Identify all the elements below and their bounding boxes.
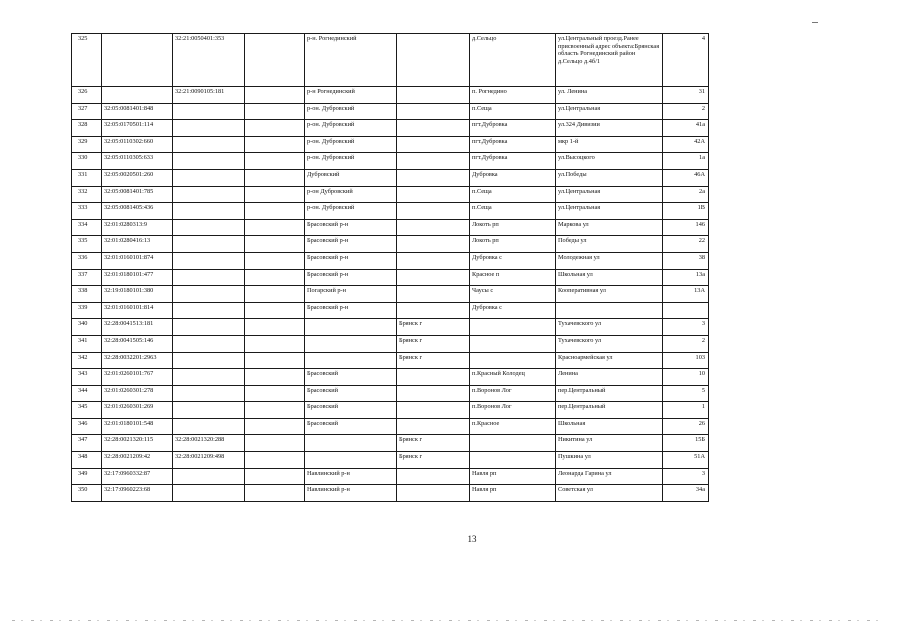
- cell-related-cadastral-number: [173, 169, 245, 186]
- registry-table-body: [72, 34, 709, 502]
- cell-settlement: Дубровка с: [470, 302, 556, 319]
- cell-cadastral-number: 32:01:0180101:548: [102, 418, 173, 435]
- cell-cadastral-number: 32:01:0260301:269: [102, 402, 173, 419]
- cell-related-cadastral-number: 32:21:0090105:181: [173, 87, 245, 104]
- table-row: [72, 418, 709, 435]
- cell-cadastral-number: 32:01:0180101:477: [102, 269, 173, 286]
- cell-empty-column: [245, 369, 305, 386]
- cell-row-number: 329: [72, 136, 102, 153]
- table-row: [72, 335, 709, 352]
- cell-street: Советская ул: [556, 485, 663, 502]
- cell-settlement: п. Рогнедино: [470, 87, 556, 104]
- cell-house-number: 46А: [663, 169, 709, 186]
- cell-street: [556, 302, 663, 319]
- cell-district: Брасовский р-н: [305, 269, 397, 286]
- cell-city: [397, 485, 470, 502]
- cell-settlement: п.Красное: [470, 418, 556, 435]
- cell-city: [397, 34, 470, 87]
- cell-settlement: д.Сельцо: [470, 34, 556, 87]
- cell-settlement: Дубровка: [470, 169, 556, 186]
- cell-district: Брасовский: [305, 418, 397, 435]
- table-row: [72, 452, 709, 469]
- table-row: [72, 203, 709, 220]
- cell-street: Никитина ул: [556, 435, 663, 452]
- cell-empty-column: [245, 236, 305, 253]
- table-row: [72, 302, 709, 319]
- cell-house-number: 31: [663, 87, 709, 104]
- cell-district: [305, 435, 397, 452]
- cell-empty-column: [245, 186, 305, 203]
- cell-city: [397, 252, 470, 269]
- cell-row-number: 328: [72, 120, 102, 137]
- cell-cadastral-number: 32:05:0110305:633: [102, 153, 173, 170]
- cell-cadastral-number: 32:05:0110302:660: [102, 136, 173, 153]
- cell-district: Брасовский р-н: [305, 302, 397, 319]
- cell-house-number: 2: [663, 103, 709, 120]
- cell-empty-column: [245, 319, 305, 336]
- cell-settlement: Навля рп: [470, 468, 556, 485]
- cell-settlement: [470, 352, 556, 369]
- cell-city: Брянск г: [397, 352, 470, 369]
- cell-house-number: 3: [663, 319, 709, 336]
- cell-house-number: 42А: [663, 136, 709, 153]
- cell-empty-column: [245, 203, 305, 220]
- cell-empty-column: [245, 252, 305, 269]
- cell-empty-column: [245, 452, 305, 469]
- cell-cadastral-number: 32:05:0020501:260: [102, 169, 173, 186]
- cell-settlement: [470, 319, 556, 336]
- cell-house-number: 2: [663, 335, 709, 352]
- table-row: [72, 120, 709, 137]
- cell-related-cadastral-number: [173, 485, 245, 502]
- table-row: [72, 402, 709, 419]
- scan-noise-line: [12, 620, 882, 621]
- cell-street: ул.Высоцкого: [556, 153, 663, 170]
- cell-cadastral-number: 32:01:0260101:767: [102, 369, 173, 386]
- cell-settlement: Чаусы с: [470, 286, 556, 303]
- cell-street: Ленина: [556, 369, 663, 386]
- cell-empty-column: [245, 136, 305, 153]
- cell-city: [397, 186, 470, 203]
- cell-settlement: Красное п: [470, 269, 556, 286]
- cell-city: [397, 120, 470, 137]
- cell-city: [397, 136, 470, 153]
- cell-city: [397, 269, 470, 286]
- cell-district: Брасовский р-н: [305, 219, 397, 236]
- cell-district: [305, 452, 397, 469]
- cell-settlement: Дубровка с: [470, 252, 556, 269]
- cell-row-number: 343: [72, 369, 102, 386]
- cell-district: Брасовский р-н: [305, 252, 397, 269]
- cell-empty-column: [245, 169, 305, 186]
- cell-related-cadastral-number: [173, 385, 245, 402]
- cell-empty-column: [245, 385, 305, 402]
- cell-empty-column: [245, 34, 305, 87]
- cell-cadastral-number: 32:01:0280416:13: [102, 236, 173, 253]
- cell-house-number: 38: [663, 252, 709, 269]
- table-row: [72, 34, 709, 87]
- cell-city: [397, 286, 470, 303]
- cell-cadastral-number: 32:05:0170501:114: [102, 120, 173, 137]
- table-row: [72, 468, 709, 485]
- cell-related-cadastral-number: [173, 252, 245, 269]
- cell-street: ул.Центральная: [556, 103, 663, 120]
- table-row: [72, 352, 709, 369]
- cell-related-cadastral-number: [173, 302, 245, 319]
- cell-related-cadastral-number: [173, 269, 245, 286]
- cell-house-number: 103: [663, 352, 709, 369]
- cell-cadastral-number: [102, 34, 173, 87]
- cell-city: Брянск г: [397, 435, 470, 452]
- cell-row-number: 337: [72, 269, 102, 286]
- cell-related-cadastral-number: [173, 236, 245, 253]
- cell-related-cadastral-number: [173, 136, 245, 153]
- cell-house-number: 146: [663, 219, 709, 236]
- cell-street: Леонарда Гарина ул: [556, 468, 663, 485]
- cell-row-number: 339: [72, 302, 102, 319]
- cell-settlement: [470, 435, 556, 452]
- cell-house-number: 10: [663, 369, 709, 386]
- cell-related-cadastral-number: [173, 402, 245, 419]
- cell-related-cadastral-number: [173, 103, 245, 120]
- cell-row-number: 338: [72, 286, 102, 303]
- cell-house-number: 51А: [663, 452, 709, 469]
- cell-row-number: 326: [72, 87, 102, 104]
- cell-street: Молодежная ул: [556, 252, 663, 269]
- cell-district: Брасовский: [305, 369, 397, 386]
- table-row: [72, 186, 709, 203]
- table-row: [72, 385, 709, 402]
- cell-related-cadastral-number: [173, 418, 245, 435]
- cell-related-cadastral-number: 32:28:0021320:288: [173, 435, 245, 452]
- cell-row-number: 331: [72, 169, 102, 186]
- cell-street: Тухачевского ул: [556, 335, 663, 352]
- cell-settlement: Локоть рп: [470, 219, 556, 236]
- cell-settlement: пгт.Дубровка: [470, 136, 556, 153]
- property-registry-table: [71, 33, 709, 502]
- cell-district: [305, 319, 397, 336]
- table-row: [72, 153, 709, 170]
- cell-empty-column: [245, 87, 305, 104]
- cell-cadastral-number: 32:05:0081405:436: [102, 203, 173, 220]
- cell-settlement: п.Красный Колодец: [470, 369, 556, 386]
- cell-row-number: 348: [72, 452, 102, 469]
- cell-related-cadastral-number: [173, 219, 245, 236]
- cell-district: Брасовский: [305, 402, 397, 419]
- cell-city: [397, 418, 470, 435]
- table-row: [72, 136, 709, 153]
- cell-street: ул.Центральная: [556, 203, 663, 220]
- cell-row-number: 342: [72, 352, 102, 369]
- cell-related-cadastral-number: [173, 335, 245, 352]
- cell-district: р-он. Дубровский: [305, 120, 397, 137]
- cell-empty-column: [245, 103, 305, 120]
- table-row: [72, 87, 709, 104]
- cell-related-cadastral-number: [173, 153, 245, 170]
- cell-street: Пушкина ул: [556, 452, 663, 469]
- cell-house-number: 5: [663, 385, 709, 402]
- table-row: [72, 319, 709, 336]
- cell-city: Брянск г: [397, 452, 470, 469]
- cell-city: [397, 219, 470, 236]
- cell-cadastral-number: 32:28:0021320:115: [102, 435, 173, 452]
- cell-cadastral-number: 32:17:0960223:68: [102, 485, 173, 502]
- cell-house-number: 4: [663, 34, 709, 87]
- cell-cadastral-number: 32:28:0041513:181: [102, 319, 173, 336]
- cell-empty-column: [245, 352, 305, 369]
- cell-empty-column: [245, 402, 305, 419]
- cell-settlement: п.Сеща: [470, 203, 556, 220]
- cell-house-number: 1: [663, 402, 709, 419]
- cell-district: Брасовский: [305, 385, 397, 402]
- cell-street: ул.Победы: [556, 169, 663, 186]
- cell-city: [397, 402, 470, 419]
- cell-city: Брянск г: [397, 319, 470, 336]
- cell-street: ул.Центральная: [556, 186, 663, 203]
- cell-empty-column: [245, 219, 305, 236]
- cell-cadastral-number: 32:05:0081401:848: [102, 103, 173, 120]
- cell-related-cadastral-number: [173, 369, 245, 386]
- cell-street: ул.324 Дивизии: [556, 120, 663, 137]
- cell-related-cadastral-number: [173, 352, 245, 369]
- cell-house-number: 3: [663, 468, 709, 485]
- cell-city: [397, 203, 470, 220]
- cell-city: [397, 87, 470, 104]
- cell-cadastral-number: 32:17:0960332:87: [102, 468, 173, 485]
- cell-related-cadastral-number: [173, 203, 245, 220]
- cell-empty-column: [245, 302, 305, 319]
- cell-cadastral-number: 32:05:0081401:785: [102, 186, 173, 203]
- cell-cadastral-number: 32:01:0160101:814: [102, 302, 173, 319]
- table-row: [72, 236, 709, 253]
- cell-house-number: 26: [663, 418, 709, 435]
- cell-empty-column: [245, 335, 305, 352]
- cell-street: пер.Центральный: [556, 385, 663, 402]
- cell-street: Красноармейская ул: [556, 352, 663, 369]
- cell-street: Тухачевского ул: [556, 319, 663, 336]
- cell-district: р-н. Рогнединский: [305, 34, 397, 87]
- cell-house-number: 41а: [663, 120, 709, 137]
- cell-related-cadastral-number: [173, 186, 245, 203]
- cell-related-cadastral-number: 32:21:0050401:353: [173, 34, 245, 87]
- cell-related-cadastral-number: [173, 468, 245, 485]
- cell-city: [397, 236, 470, 253]
- table-row: [72, 103, 709, 120]
- cell-district: р-он. Дубровский: [305, 103, 397, 120]
- cell-street: Школьная: [556, 418, 663, 435]
- cell-street: ул. Ленина: [556, 87, 663, 104]
- cell-cadastral-number: 32:01:0260301:278: [102, 385, 173, 402]
- cell-district: [305, 352, 397, 369]
- cell-district: р-он. Дубровский: [305, 136, 397, 153]
- cell-cadastral-number: [102, 87, 173, 104]
- cell-cadastral-number: 32:28:0041505:146: [102, 335, 173, 352]
- cell-row-number: 330: [72, 153, 102, 170]
- table-row: [72, 286, 709, 303]
- cell-district: Навлинский р-н: [305, 468, 397, 485]
- cell-row-number: 344: [72, 385, 102, 402]
- cell-house-number: [663, 302, 709, 319]
- cell-cadastral-number: 32:01:0160101:874: [102, 252, 173, 269]
- cell-district: Брасовский р-н: [305, 236, 397, 253]
- cell-empty-column: [245, 418, 305, 435]
- cell-settlement: Навля рп: [470, 485, 556, 502]
- cell-row-number: 346: [72, 418, 102, 435]
- page-number: 13: [467, 534, 477, 544]
- cell-settlement: пгт.Дубровка: [470, 120, 556, 137]
- cell-row-number: 345: [72, 402, 102, 419]
- cell-house-number: 15Б: [663, 435, 709, 452]
- table-row: [72, 369, 709, 386]
- cell-district: Дубровский: [305, 169, 397, 186]
- cell-cadastral-number: 32:28:0032201:2963: [102, 352, 173, 369]
- table-row: [72, 269, 709, 286]
- cell-street: Маркова ул: [556, 219, 663, 236]
- cell-row-number: 336: [72, 252, 102, 269]
- cell-empty-column: [245, 286, 305, 303]
- cell-street: ул.Центральный проезд.Ранее присвоенный адрес объекта:Брянская область Рогнединский район д.Сельцо д.4б/1: [556, 34, 663, 87]
- cell-city: [397, 169, 470, 186]
- cell-row-number: 347: [72, 435, 102, 452]
- cell-district: р-н Рогнединский: [305, 87, 397, 104]
- cell-street: Школьная ул: [556, 269, 663, 286]
- cell-related-cadastral-number: 32:28:0021209:498: [173, 452, 245, 469]
- cell-row-number: 350: [72, 485, 102, 502]
- cell-settlement: п.Сеща: [470, 186, 556, 203]
- cell-settlement: п.Воронов Лог: [470, 402, 556, 419]
- cell-street: Победы ул: [556, 236, 663, 253]
- cell-cadastral-number: 32:01:0280313:9: [102, 219, 173, 236]
- cell-empty-column: [245, 468, 305, 485]
- cell-district: р-он. Дубровский: [305, 203, 397, 220]
- cell-district: Навлинский р-н: [305, 485, 397, 502]
- cell-settlement: [470, 452, 556, 469]
- cell-street: Кооперативная ул: [556, 286, 663, 303]
- table-row: [72, 219, 709, 236]
- cell-house-number: 13а: [663, 269, 709, 286]
- table-row: [72, 435, 709, 452]
- cell-house-number: 2а: [663, 186, 709, 203]
- cell-row-number: 333: [72, 203, 102, 220]
- table-row: [72, 252, 709, 269]
- cell-city: [397, 468, 470, 485]
- cell-house-number: 1а: [663, 153, 709, 170]
- cell-empty-column: [245, 435, 305, 452]
- table-row: [72, 169, 709, 186]
- cell-district: р-он. Дубровский: [305, 153, 397, 170]
- cell-street: пер.Центральный: [556, 402, 663, 419]
- cell-related-cadastral-number: [173, 286, 245, 303]
- cell-cadastral-number: 32:28:0021209:42: [102, 452, 173, 469]
- cell-empty-column: [245, 120, 305, 137]
- cell-district: [305, 335, 397, 352]
- cell-empty-column: [245, 485, 305, 502]
- cell-row-number: 334: [72, 219, 102, 236]
- cell-house-number: 13А: [663, 286, 709, 303]
- cell-row-number: 325: [72, 34, 102, 87]
- cell-city: [397, 153, 470, 170]
- table-row: [72, 485, 709, 502]
- cell-settlement: [470, 335, 556, 352]
- cell-row-number: 341: [72, 335, 102, 352]
- cell-row-number: 335: [72, 236, 102, 253]
- cell-house-number: 34а: [663, 485, 709, 502]
- cell-house-number: 22: [663, 236, 709, 253]
- cell-related-cadastral-number: [173, 319, 245, 336]
- cell-settlement: п.Воронов Лог: [470, 385, 556, 402]
- cell-settlement: пгт.Дубровка: [470, 153, 556, 170]
- cell-district: Погарский р-н: [305, 286, 397, 303]
- cell-city: [397, 302, 470, 319]
- cell-cadastral-number: 32:19:0180101:380: [102, 286, 173, 303]
- cell-city: Брянск г: [397, 335, 470, 352]
- cell-row-number: 340: [72, 319, 102, 336]
- cell-empty-column: [245, 153, 305, 170]
- cell-city: [397, 103, 470, 120]
- cell-settlement: Локоть рп: [470, 236, 556, 253]
- cell-row-number: 327: [72, 103, 102, 120]
- cell-city: [397, 369, 470, 386]
- page-corner-mark: [812, 22, 818, 23]
- cell-row-number: 349: [72, 468, 102, 485]
- cell-city: [397, 385, 470, 402]
- cell-empty-column: [245, 269, 305, 286]
- cell-settlement: п.Сеща: [470, 103, 556, 120]
- cell-house-number: 1В: [663, 203, 709, 220]
- cell-related-cadastral-number: [173, 120, 245, 137]
- cell-district: р-он Дубровский: [305, 186, 397, 203]
- cell-street: мкр 1-й: [556, 136, 663, 153]
- cell-row-number: 332: [72, 186, 102, 203]
